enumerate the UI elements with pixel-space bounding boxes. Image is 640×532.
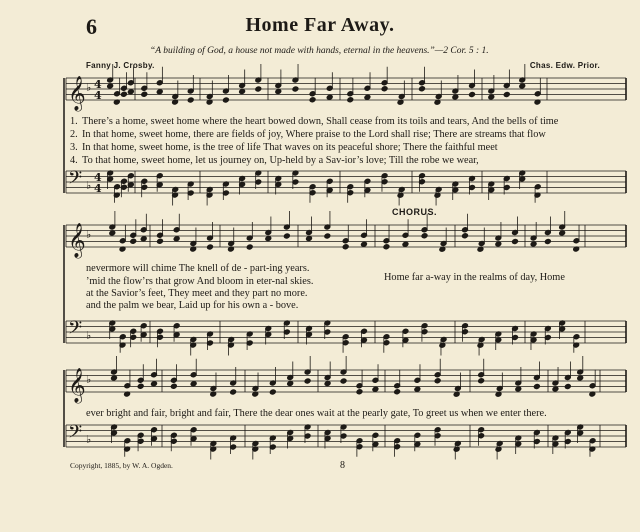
svg-text:4: 4 <box>94 182 102 195</box>
composer-credit: Chas. Edw. Prior. <box>529 61 600 70</box>
svg-text:♭: ♭ <box>86 373 92 386</box>
chorus-label: CHORUS. <box>392 207 438 217</box>
page-number: 6 <box>86 14 97 39</box>
svg-text:𝄢: 𝄢 <box>68 422 83 447</box>
svg-text:𝄞: 𝄞 <box>68 368 86 403</box>
svg-text:𝄞: 𝄞 <box>68 223 86 258</box>
svg-text:𝄞: 𝄞 <box>68 76 86 111</box>
footer-mark: 8 <box>340 460 345 471</box>
svg-text:♭: ♭ <box>86 228 92 241</box>
lyricist-credit: Fanny J. Crosby. <box>86 61 155 70</box>
svg-text:4: 4 <box>94 78 102 91</box>
hymn-title: Home Far Away. <box>245 14 395 36</box>
copyright-notice: Copyright, 1885, by W. A. Ogden. <box>70 461 173 470</box>
chorus-lyric: Home far a-way in the realms of day, Home <box>384 272 565 283</box>
system2-lyric-3: at the Savior’s feet, They meet and they part no more. <box>86 288 308 299</box>
svg-text:𝄢: 𝄢 <box>68 168 83 193</box>
system2-lyric-1: nevermore will chime The knell of de - part-ing years. <box>86 263 310 274</box>
svg-text:♭: ♭ <box>86 81 92 94</box>
verse-line-2: 2. In that home, sweet home, there are fields of joy, Where praise to the Lord shall rise; There are streams that flow <box>70 129 546 140</box>
svg-text:♭: ♭ <box>86 329 92 342</box>
verse-line-1: 1. There’s a home, sweet home where the heart bowed down, Shall cease from its toils and tears, And the bells of time <box>70 116 559 127</box>
system3-lyric: ever bright and fair, bright and fair, There the dear ones wait at the pearly gate, To greet us when we enter there. <box>86 408 547 419</box>
svg-text:♭: ♭ <box>86 433 92 446</box>
system2-lyric-4: and the palm we bear, Laid up for his own a - bove. <box>86 300 299 311</box>
svg-text:4: 4 <box>94 89 102 102</box>
verse-line-4: 4. To that home, sweet home, let us journey on, Up-held by a Sav-ior’s love; Till the robe we wear, <box>70 155 479 166</box>
system2-lyric-2: ’mid the flow’rs that grow And bloom in eter-nal skies. <box>86 276 314 287</box>
verse-line-3: 3. In that home, sweet home, is the tree of life That waves on its peaceful shore; There the faithful meet <box>70 142 498 153</box>
scripture-epigraph: “A building of God, a house not made with hands, eternal in the heavens.”—2 Cor. 5 : 1. <box>150 46 489 56</box>
svg-text:4: 4 <box>94 171 102 184</box>
svg-text:𝄢: 𝄢 <box>68 318 83 343</box>
svg-text:♭: ♭ <box>86 179 92 192</box>
